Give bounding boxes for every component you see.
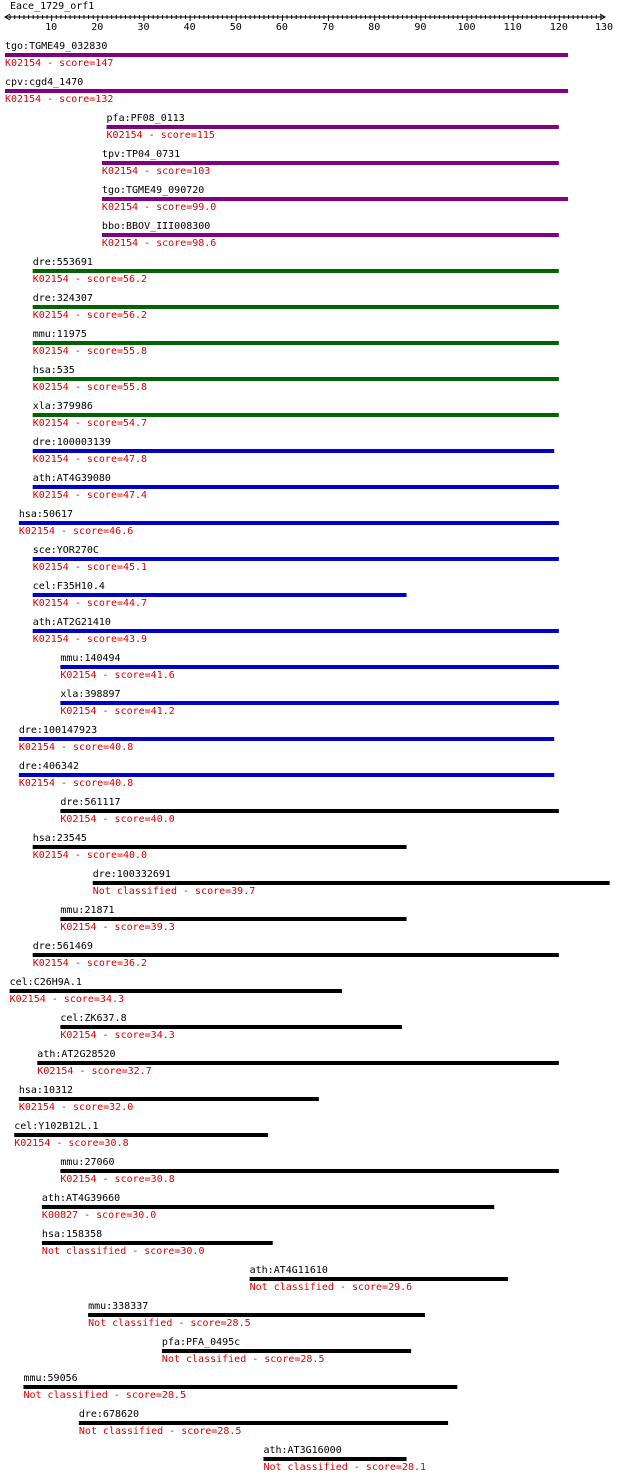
- hit-score-label[interactable]: K02154 - score=56.2: [32, 274, 148, 285]
- hit-row[interactable]: [33, 581, 407, 609]
- hit-row[interactable]: [5, 41, 568, 69]
- hit-row[interactable]: [10, 977, 342, 1005]
- hit-score-label[interactable]: Not classified - score=29.6: [249, 1282, 413, 1293]
- hit-name[interactable]: hsa:23545: [32, 833, 87, 844]
- hit-bar[interactable]: [93, 881, 610, 885]
- hit-bar[interactable]: [37, 1061, 559, 1065]
- hit-name[interactable]: ath:AT4G39660: [41, 1193, 121, 1204]
- hit-row[interactable]: [19, 509, 559, 537]
- hit-row[interactable]: [102, 221, 559, 249]
- hit-name[interactable]: hsa:50617: [18, 509, 74, 520]
- hit-score-label[interactable]: K02154 - score=99.0: [101, 202, 217, 213]
- hit-name[interactable]: mmu:140494: [60, 653, 121, 664]
- hit-name[interactable]: mmu:27060: [60, 1157, 115, 1168]
- hit-name[interactable]: hsa:10312: [18, 1085, 74, 1096]
- hit-name[interactable]: dre:561469: [32, 941, 93, 952]
- hit-row[interactable]: [79, 1409, 448, 1437]
- hit-bar[interactable]: [60, 701, 558, 705]
- hit-row[interactable]: [33, 365, 559, 393]
- hit-score-label[interactable]: K02154 - score=44.7: [32, 598, 148, 609]
- hit-score-label[interactable]: Not classified - score=28.5: [78, 1426, 242, 1437]
- hit-bar[interactable]: [102, 233, 559, 237]
- hit-score-label[interactable]: Not classified - score=28.5: [161, 1354, 325, 1365]
- hit-score-label[interactable]: K02154 - score=34.3: [60, 1030, 175, 1041]
- hit-name[interactable]: cel:F35H10.4: [32, 581, 105, 592]
- hit-bar[interactable]: [33, 413, 559, 417]
- hit-bar[interactable]: [102, 161, 559, 165]
- hit-bar[interactable]: [5, 53, 568, 57]
- hit-bar[interactable]: [14, 1133, 268, 1137]
- hit-bar[interactable]: [33, 305, 559, 309]
- hit-bar[interactable]: [60, 665, 558, 669]
- hit-name[interactable]: tgo:TGME49_090720: [101, 185, 205, 196]
- hit-bar[interactable]: [60, 809, 558, 813]
- hit-bar[interactable]: [33, 845, 407, 849]
- hit-name[interactable]: xla:398897: [60, 689, 121, 700]
- hit-name[interactable]: dre:561117: [60, 797, 121, 808]
- hit-row[interactable]: [60, 905, 406, 933]
- hit-row[interactable]: [33, 617, 559, 645]
- hit-bar[interactable]: [10, 989, 342, 993]
- axis-tick-label: 10: [45, 22, 58, 33]
- hit-score-label[interactable]: K02154 - score=55.8: [32, 382, 148, 393]
- hit-name[interactable]: bbo:BBOV_III008300: [101, 221, 211, 232]
- axis-tick-label: 120: [549, 22, 568, 33]
- hit-name[interactable]: pfa:PFA_0495c: [161, 1337, 241, 1348]
- hit-row[interactable]: [33, 437, 555, 465]
- hit-bar[interactable]: [33, 953, 559, 957]
- hit-score-label[interactable]: K02154 - score=40.0: [60, 814, 175, 825]
- hit-row[interactable]: [19, 1085, 319, 1113]
- hit-score-label[interactable]: K02154 - score=132: [5, 94, 114, 105]
- hit-name[interactable]: mmu:11975: [32, 329, 87, 340]
- hit-name[interactable]: cpv:cgd4_1470: [5, 77, 84, 88]
- hit-row[interactable]: [37, 1049, 559, 1077]
- hit-bar[interactable]: [60, 917, 406, 921]
- hit-score-label[interactable]: K02154 - score=98.6: [101, 238, 217, 249]
- axis-tick-label: 70: [322, 22, 335, 33]
- hit-bar[interactable]: [19, 773, 554, 777]
- hit-bar[interactable]: [42, 1241, 273, 1245]
- hit-name[interactable]: tpv:TP04_0731: [101, 149, 181, 160]
- hit-row[interactable]: [23, 1373, 457, 1401]
- hit-row[interactable]: [102, 185, 568, 213]
- hit-bar[interactable]: [79, 1421, 448, 1425]
- hit-row[interactable]: [33, 401, 559, 429]
- hit-name[interactable]: ath:AT3G16000: [263, 1445, 342, 1456]
- hit-score-label[interactable]: K02154 - score=36.2: [32, 958, 148, 969]
- hit-bar[interactable]: [250, 1277, 508, 1281]
- hit-bar[interactable]: [19, 521, 559, 525]
- hit-score-label[interactable]: K02154 - score=41.2: [60, 706, 175, 717]
- hit-row[interactable]: [93, 869, 610, 897]
- hit-bar[interactable]: [33, 557, 559, 561]
- hit-name[interactable]: mmu:59056: [23, 1373, 78, 1384]
- hit-bar[interactable]: [19, 1097, 319, 1101]
- hit-bar[interactable]: [60, 1169, 558, 1173]
- axis-tick-label: 50: [229, 22, 242, 33]
- hit-score-label[interactable]: Not classified - score=28.5: [88, 1318, 251, 1329]
- hit-name[interactable]: cel:ZK637.8: [60, 1013, 127, 1024]
- axis-tick-label: 100: [457, 22, 476, 33]
- hit-row[interactable]: [19, 725, 554, 753]
- hit-bar[interactable]: [88, 1313, 425, 1317]
- hit-row[interactable]: [60, 689, 558, 717]
- hit-score-label[interactable]: K02154 - score=30.8: [60, 1174, 175, 1185]
- hit-score-label[interactable]: K02154 - score=32.7: [37, 1066, 152, 1077]
- hit-score-label[interactable]: K02154 - score=103: [101, 166, 211, 177]
- axis-tick-label: 130: [594, 22, 613, 33]
- hit-name[interactable]: ath:AT2G21410: [32, 617, 111, 628]
- hit-bar[interactable]: [5, 89, 568, 93]
- hit-name[interactable]: dre:406342: [18, 761, 80, 772]
- hit-name[interactable]: dre:100003139: [32, 437, 111, 448]
- hit-score-label[interactable]: Not classified - score=28.5: [23, 1390, 187, 1401]
- hit-score-label[interactable]: K02154 - score=47.4: [32, 490, 148, 501]
- hit-bar[interactable]: [19, 737, 554, 741]
- hit-name[interactable]: ath:AT4G11610: [249, 1265, 328, 1276]
- hit-bar[interactable]: [23, 1385, 457, 1389]
- query-title: Eace_1729_orf1: [10, 1, 95, 12]
- hit-score-label[interactable]: Not classified - score=30.0: [41, 1246, 205, 1257]
- axis-tick-label: 20: [91, 22, 104, 33]
- hit-score-label[interactable]: K02154 - score=30.8: [14, 1138, 129, 1149]
- hit-score-label[interactable]: K02154 - score=55.8: [32, 346, 148, 357]
- hit-row[interactable]: [102, 149, 559, 177]
- axis-tick-label: 30: [137, 22, 150, 33]
- hit-name[interactable]: hsa:158358: [41, 1229, 103, 1240]
- hit-score-label[interactable]: K02154 - score=34.3: [9, 994, 125, 1005]
- hit-bar[interactable]: [263, 1457, 406, 1461]
- axis-tick-label: 60: [275, 22, 288, 33]
- hit-row[interactable]: [88, 1301, 425, 1329]
- hit-bar[interactable]: [33, 377, 559, 381]
- hit-score-label[interactable]: K02154 - score=115: [106, 130, 215, 141]
- hit-row[interactable]: [42, 1193, 494, 1221]
- axis-tick-label: 80: [368, 22, 381, 33]
- axis-tick-label: 90: [414, 22, 427, 33]
- hit-name[interactable]: xla:379986: [32, 401, 93, 412]
- hit-score-label[interactable]: K02154 - score=54.7: [32, 418, 148, 429]
- hit-name[interactable]: dre:100332691: [92, 869, 171, 880]
- hit-name[interactable]: tgo:TGME49_032830: [5, 41, 108, 52]
- hit-score-label[interactable]: K02154 - score=40.8: [18, 778, 134, 789]
- hit-bar[interactable]: [102, 197, 568, 201]
- hit-row[interactable]: [33, 257, 559, 285]
- hit-score-label[interactable]: K02154 - score=43.9: [32, 634, 148, 645]
- hit-bar[interactable]: [60, 1025, 402, 1029]
- hit-score-label[interactable]: K02154 - score=40.8: [18, 742, 134, 753]
- hit-name[interactable]: pfa:PF08_0113: [106, 113, 185, 124]
- hit-score-label[interactable]: Not classified - score=28.1: [263, 1462, 427, 1473]
- hit-score-label[interactable]: K02154 - score=56.2: [32, 310, 148, 321]
- hit-score-label[interactable]: K02154 - score=40.0: [32, 850, 148, 861]
- hit-score-label[interactable]: K02154 - score=46.6: [18, 526, 134, 537]
- hit-row[interactable]: [250, 1265, 508, 1293]
- hit-row[interactable]: [33, 329, 559, 357]
- hit-row[interactable]: [60, 1013, 402, 1041]
- hit-score-label[interactable]: Not classified - score=39.7: [92, 886, 256, 897]
- hit-name[interactable]: dre:100147923: [18, 725, 98, 736]
- hit-score-label[interactable]: K02154 - score=47.8: [32, 454, 148, 465]
- ruler-axis: [5, 14, 613, 33]
- hit-row[interactable]: [107, 113, 559, 141]
- hit-row[interactable]: [14, 1121, 268, 1149]
- hit-bar[interactable]: [33, 269, 559, 273]
- hit-name[interactable]: dre:678620: [78, 1409, 140, 1420]
- hit-score-label[interactable]: K02154 - score=39.3: [60, 922, 175, 933]
- hit-row[interactable]: [60, 797, 558, 825]
- axis-tick-label: 40: [183, 22, 196, 33]
- hit-score-label[interactable]: K02154 - score=41.6: [60, 670, 175, 681]
- hit-row[interactable]: [60, 1157, 558, 1185]
- hit-row[interactable]: [263, 1445, 426, 1473]
- hit-row[interactable]: [162, 1337, 411, 1365]
- hit-row[interactable]: [33, 473, 559, 501]
- axis-tick-label: 110: [503, 22, 522, 33]
- hit-bar[interactable]: [33, 341, 559, 345]
- hit-name[interactable]: dre:553691: [32, 257, 93, 268]
- hit-row[interactable]: [33, 293, 559, 321]
- hit-row[interactable]: [33, 545, 559, 573]
- hit-bar[interactable]: [107, 125, 559, 129]
- hit-score-label[interactable]: K00827 - score=30.0: [41, 1210, 157, 1221]
- hit-bar[interactable]: [33, 629, 559, 633]
- hit-name[interactable]: mmu:21871: [60, 905, 115, 916]
- hit-score-label[interactable]: K02154 - score=45.1: [32, 562, 148, 573]
- hit-list: [5, 41, 610, 1473]
- hit-name[interactable]: cel:C26H9A.1: [9, 977, 82, 988]
- hit-score-label[interactable]: K02154 - score=147: [5, 58, 114, 69]
- hit-bar[interactable]: [33, 449, 555, 453]
- hit-bar[interactable]: [33, 485, 559, 489]
- hit-bar[interactable]: [33, 593, 407, 597]
- hit-name[interactable]: ath:AT4G39080: [32, 473, 111, 484]
- hit-row[interactable]: [42, 1229, 273, 1257]
- hit-name[interactable]: hsa:535: [32, 365, 75, 376]
- hit-name[interactable]: mmu:338337: [88, 1301, 149, 1312]
- hit-name[interactable]: dre:324307: [32, 293, 93, 304]
- hit-row[interactable]: [5, 77, 568, 105]
- hit-bar[interactable]: [42, 1205, 494, 1209]
- hit-name[interactable]: cel:Y102B12L.1: [14, 1121, 99, 1132]
- hit-score-label[interactable]: K02154 - score=32.0: [18, 1102, 134, 1113]
- hit-row[interactable]: [33, 941, 559, 969]
- hit-row[interactable]: [19, 761, 554, 789]
- hit-bar[interactable]: [162, 1349, 411, 1353]
- hit-name[interactable]: ath:AT2G28520: [37, 1049, 116, 1060]
- hit-row[interactable]: [33, 833, 407, 861]
- hit-row[interactable]: [60, 653, 558, 681]
- hit-name[interactable]: sce:YOR270C: [32, 545, 99, 556]
